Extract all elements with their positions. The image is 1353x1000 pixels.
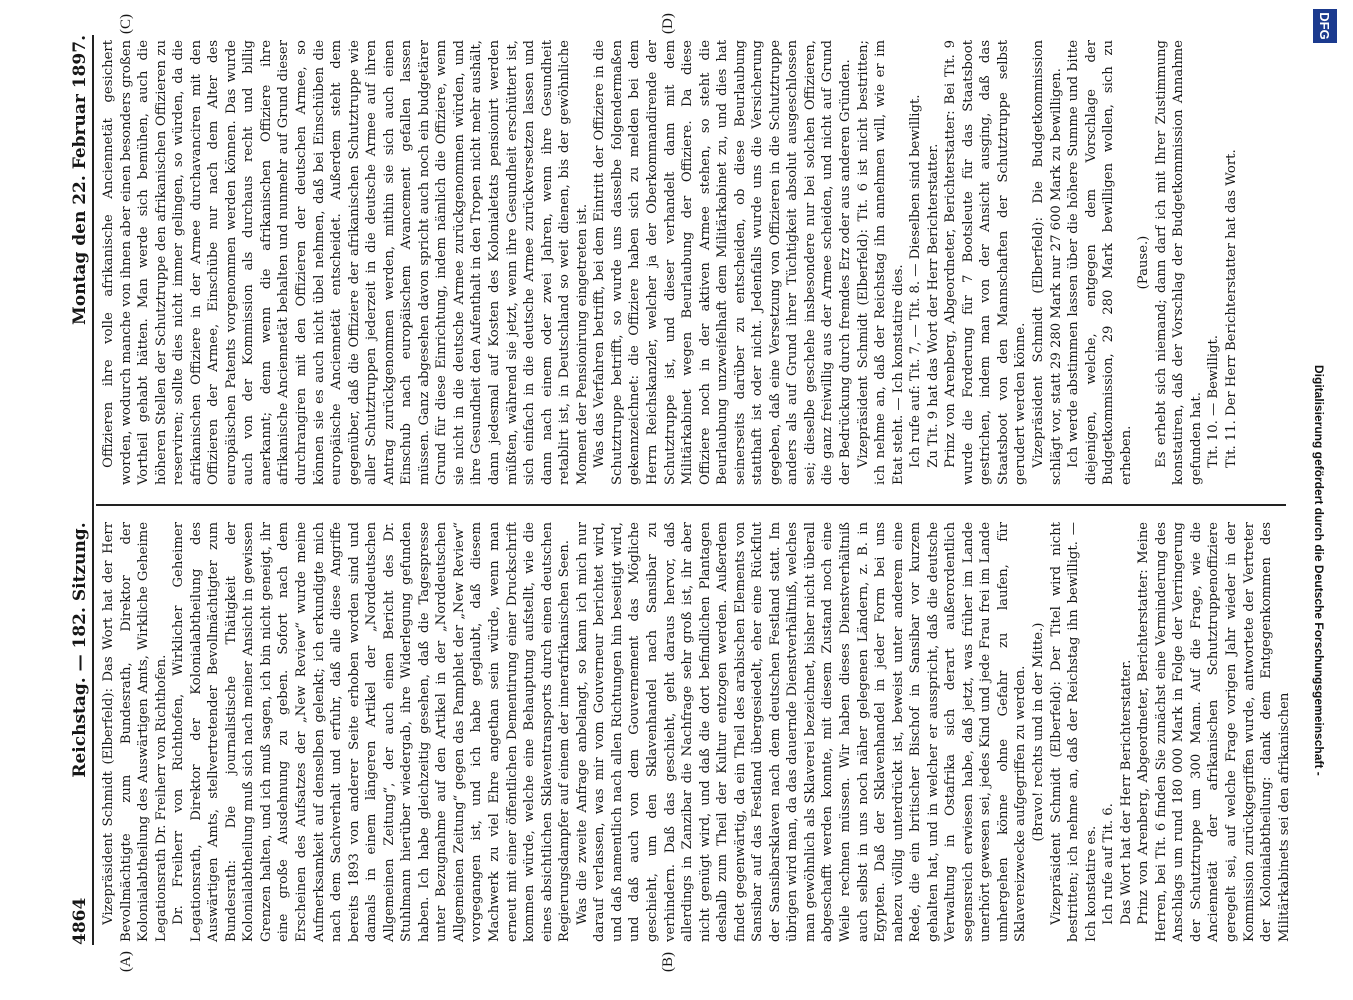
page-number: 4864	[70, 897, 90, 945]
paragraph: Das Wort hat der Herr Berichterstatter.	[1118, 659, 1134, 925]
paragraph: Was die zweite Anfrage anbelangt, so kann ich mich nur darauf verlassen, was mir vom Gouverneur berichtet wird, und daß namentlich nach allen Richtungen hin beseitigt wird, und daß auch von dem Gouvernement das Mögliche geschieht, um den Sklavenhandel nach Sansibar zu verhindern. Daß das geschieht, geht daraus hervor, daß allerdings in Zanzibar die Nachfrage sehr groß ist, ihr aber nicht genügt wird, und daß die dort befindlichen Plantagen deshalb zum Theil der Kultur entzogen werden. Außerdem findet gegenwärtig, da ein Theil des arabischen Elements von Sansibar auf das Festland übergesiedelt, eher eine Rückflut der Sansibarsklaven nach dem deutschen Festland statt. Im übrigen wird man, da das dauernde Dienstverhältniß, welches man gewöhnlich als Sklaverei bezeichnet, bisher nicht überall abgeschafft werden konnte, mit diesem Zustand noch eine Weile rechnen müssen. Wir haben dieses Dienstverhältniß auch selbst in uns noch näher gelegenen Ländern, z. B. in Egypten. Daß der Sklavenhandel in jeder Form bei uns nahezu völlig unterdrückt ist, beweist unter anderem eine Rede, die ein britischer Bischof in Sansibar vor kurzem gehalten hat, und in welcher er ausspricht, daß die deutsche Verwaltung in Ostafrika sich derart außerordentlich segensreich erwiesen habe, daß jetzt, was früher im Lande unerhört gewesen sei, jedes Kind und jede Frau frei im Lande umhergehen könne ohne Gefahr zu laufen, für Sklavereizwecke aufgegriffen zu werden.	[574, 522, 1029, 942]
margin-marker-d: (D)	[660, 13, 676, 34]
right-column	[100, 40, 1285, 485]
paragraph: Vizepräsident Schmidt (Elberfeld): Der Titel wird nicht bestritten; ich nehme an, daß der Reichstag ihn bewilligt. — Ich konstatire es.	[1048, 522, 1099, 942]
funding-note: Digitalisierung gefördert durch die Deutsche Forschungsgemeinschaft -	[1312, 365, 1326, 776]
paragraph: (Bravo! rechts und in der Mitte.)	[1030, 622, 1046, 842]
page-header	[56, 35, 90, 945]
paragraph: Tit. 10. — Bewilligt.	[1206, 335, 1222, 468]
paragraph: Zu Tit. 9 hat das Wort der Herr Berichterstatter.	[925, 143, 941, 468]
paragraph: Ich rufe auf Tit. 6.	[1101, 803, 1117, 925]
margin-marker-c: (C)	[118, 14, 134, 34]
dfg-logo: DFG	[1313, 9, 1337, 43]
paragraph: Ich werde abstimmen lassen über die höhere Summe und bitte diejenigen, welche, entgegen dem Vorschlage der Budgetkommission, 29 280 Mark bewilligen wollen, sich zu erheben.	[1066, 40, 1134, 485]
paragraph: Vizepräsident Schmidt (Elberfeld): Die Budgetkommission schlägt vor, statt 29 280 Mark nur 27 600 Mark zu bewilligen.	[1030, 40, 1064, 485]
session-title: Reichstag. — 182. Sitzung.	[70, 522, 90, 778]
paragraph: Prinz von Arenberg, Abgeordneter, Berichterstatter: Bei Tit. 9 wurde die Forderung für 7 Bootsleute für das Staatsboot gestrichen, indem man von der Ansicht ausging, daß das Staatsboot von den Mannschaften der Schutztruppe selbst gerudert werden könne.	[943, 40, 1029, 485]
paragraph: Prinz von Arenberg, Abgeordneter, Berichterstatter: Meine Herren, bei Tit. 6 finden Sie zunächst eine Verminderung des Anschlags um rund 180 000 Mark in Folge der Verringerung der Schutztruppe um 300 Mann. Auf die Frage, wie die Anciennetät der afrikanischen Schutztruppenoffiziere geregelt sei, auf welche Frage vorigen Jahr wieder in der Kommission zurückgegriffen wurde, antwortete der Vertreter der Kolonialabtheilung: dank dem Entgegenkommen des Militärkabinets sei den afrikanischen	[1136, 522, 1292, 942]
column-divider	[96, 504, 1286, 506]
paragraph: Dr. Freiherr von Richthofen, Wirklicher Geheimer Legationsrath, Direktor der Kolonialabtheilung des Auswärtigen Amts, stellvertretender Bevollmächtigter zum Bundesrath: Die journalistische Thätigkeit der Kolonialabtheilung muß sich nach meiner Ansicht in gewissen Grenzen halten, und ich muß sagen, ich bin nicht geneigt, ihr eine große Ausdehnung zu geben. Sofort nach dem Erscheinen des Aufsatzes der „New Review“ wurde meine Aufmerksamkeit auf denselben gelenkt; ich erkundigte mich nach dem Sachverhalt und erfuhr, daß alle diese Angriffe bereits 1893 von anderer Seite erhoben worden sind und damals in einem längeren Artikel der „Norddeutschen Allgemeinen Zeitung“, der auch einen Bericht des Dr. Stuhlmann hierüber wiedergab, ihre Widerlegung gefunden haben. Ich habe gleichzeitig gesehen, daß die Tagespresse unter Bezugnahme auf den Artikel in der „Norddeutschen Allgemeinen Zeitung“ gegen das Pamphlet der „New Review“ vorgegangen ist, und ich habe geglaubt, daß diesem Machwerk zu viel Ehre angethan sein würde, wenn man erneut mit einer öffentlichen Dementirung einer Druckschrift kommen würde, welche eine Behauptung aufstellt, wie die eines absichtlichen Sklaventransports durch einen deutschen Regierungsdampfer auf einem der innerafrikanischen Seen.	[171, 522, 573, 942]
paragraph: Was das Verfahren betrifft, bei dem Eintritt der Offiziere in die Schutztruppe betrifft, so wurde uns dasselbe folgendermaßen gekennzeichnet: die Offiziere haben sich zu melden bei dem Herrn Reichskanzler, welcher ja der Oberkommandirende der Schutztruppe ist, und dieser verhandelt dann mit dem Militärkabinet wegen Beurlaubung der Offiziere. Da diese Offiziere noch in der aktiven Armee stehen, so steht die Beurlaubung unzweifelhaft dem Militärkabinet zu, und dies hat seinerseits darüber zu entscheiden, ob diese Beurlaubung statthaft ist oder nicht. Jedenfalls wurde uns die Versicherung gegeben, daß eine Versetzung von Offizieren in die Schutztruppe anders als auf Grund ihrer Tüchtigkeit absolut ausgeschlossen sei; dieselbe geschehe insbesondere nur bei solchen Offizieren, die ganz freiwillig aus der Armee scheiden, und nicht auf Grund der Bedrückung durch fremdes Erz oder aus anderen Gründen.	[592, 40, 853, 485]
paragraph: Offizieren ihre volle afrikanische Anciennetät gesichert worden, wodurch manche von ihnen aber einen besonders großen Vortheil gehabt hätten. Man werde sich bemühen, auch die höheren Stellen der Schutztruppe den afrikanischen Offizieren zu reserviren; sollte dies nicht immer gelingen, so würden, da die afrikanischen Offiziere in der Armee durchavanciren mit den Offizieren der Armee, Einschübe nur nach dem Alter des europäischen Patents vorgenommen werden können. Das wurde auch von der Kommission als durchaus recht und billig anerkannt; denn wenn die afrikanischen Offiziere ihre afrikanische Anciennetät behalten und nunmehr auf Grund dieser durchrangiren mit den Offizieren der deutschen Armee, so können sie es auch nicht übel nehmen, daß bei Einschüben die europäische Anciennetät entscheidet. Außerdem steht dem gegenüber, daß die Offiziere der afrikanischen Schutztruppe wie aller Schutztruppen jederzeit in die deutsche Armee auf ihren Antrag zurückgenommen werden, mithin sie sich auch einen Einschub nach europäischem Avancement gefallen lassen müssen. Ganz abgesehen davon spricht auch noch ein budgetärer Grund für diese Einrichtung, indem nämlich die Offiziere, wenn sie nicht in die deutsche Armee zurückgenommen würden, und ihre Gesundheit den Aufenthalt in den Tropen nicht mehr aushält, dann jedesmal auf Kosten des Kolonialetats pensionirt werden müßten, während sie jetzt, wenn ihre Gesundheit erschüttert ist, sich einfach in die deutsche Armee zurückversetzen lassen und dann nach einem oder zwei Jahren, wenn ihre Gesundheit retablirt ist, in Deutschland so weit dienen, bis der gewöhnliche Moment der Pensionirung eingetreten ist.	[101, 40, 590, 485]
session-date: Montag den 22. Februar 1897.	[70, 35, 90, 325]
header-rule	[92, 35, 94, 945]
margin-marker-b: (B)	[660, 952, 676, 972]
paragraph: Vizepräsident Schmidt (Elberfeld): Tit. 6 ist nicht bestritten; ich nehme an, daß der Reichstag ihn annehmen will, wie er im Etat steht. — Ich konstatire dies.	[855, 40, 906, 485]
paragraph: Vizepräsident Schmidt (Elberfeld): Das Wort hat der Herr Bevollmächtigte zum Bundesrath, Direktor der Kolonialabtheilung des Auswärtigen Amts, Wirkliche Geheime Legationsrath Dr. Freiherr von Richthofen.	[101, 522, 169, 942]
paragraph: Tit. 11. Der Herr Berichterstatter hat das Wort.	[1224, 149, 1239, 468]
paragraph: Es erhebt sich niemand; dann darf ich mit Ihrer Zustimmung konstatiren, daß der Vorschlag der Budgetkommission Annahme gefunden hat.	[1153, 40, 1204, 485]
margin-marker-a: (A)	[118, 951, 134, 972]
paragraph: Ich rufe auf: Tit. 7, — Tit. 8. — Dieselben sind bewilligt.	[908, 94, 924, 468]
paragraph: (Pause.)	[1136, 235, 1152, 290]
left-column	[100, 522, 1292, 942]
